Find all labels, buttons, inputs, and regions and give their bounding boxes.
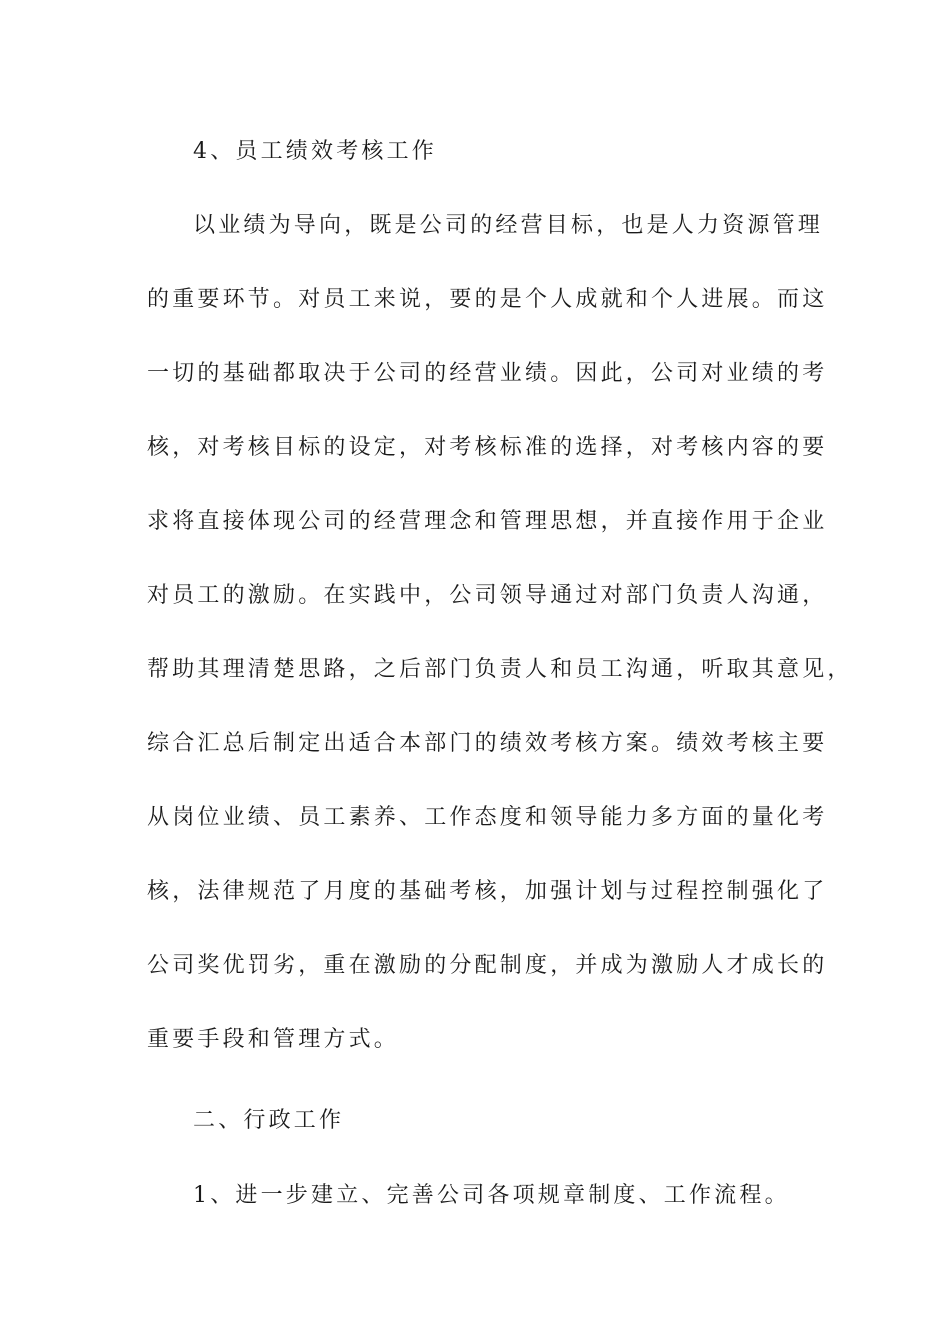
paragraph-line: 重要手段和管理方式。 xyxy=(147,1027,400,1052)
list-item: 1、进一步建立、完善公司各项规章制度、工作流程。 xyxy=(193,1183,790,1208)
paragraph-line: 综合汇总后制定出适合本部门的绩效考核方案。绩效考核主要 xyxy=(147,731,828,756)
paragraph-line: 从岗位业绩、员工素养、工作态度和领导能力多方面的量化考 xyxy=(147,805,828,830)
paragraph-line: 以业绩为导向，既是公司的经营目标，也是人力资源管理 xyxy=(193,213,824,238)
paragraph-line: 帮助其理清楚思路，之后部门负责人和员工沟通，听取其意见， xyxy=(147,657,853,682)
paragraph-line: 公司奖优罚劣，重在激励的分配制度，并成为激励人才成长的 xyxy=(147,953,828,978)
paragraph-line: 求将直接体现公司的经营理念和管理思想，并直接作用于企业 xyxy=(147,509,828,534)
paragraph-line: 核，对考核目标的设定，对考核标准的选择，对考核内容的要 xyxy=(147,435,828,460)
paragraph-line: 一切的基础都取决于公司的经营业绩。因此，公司对业绩的考 xyxy=(147,361,828,386)
section-heading-admin: 二、行政工作 xyxy=(193,1108,345,1133)
paragraph-line: 核，法律规范了月度的基础考核，加强计划与过程控制强化了 xyxy=(147,879,828,904)
paragraph-line: 的重要环节。对员工来说，要的是个人成就和个人进展。而这 xyxy=(147,287,828,312)
paragraph-line: 对员工的激励。在实践中，公司领导通过对部门负责人沟通， xyxy=(147,583,828,608)
section-heading-performance: 4、员工绩效考核工作 xyxy=(193,139,437,164)
